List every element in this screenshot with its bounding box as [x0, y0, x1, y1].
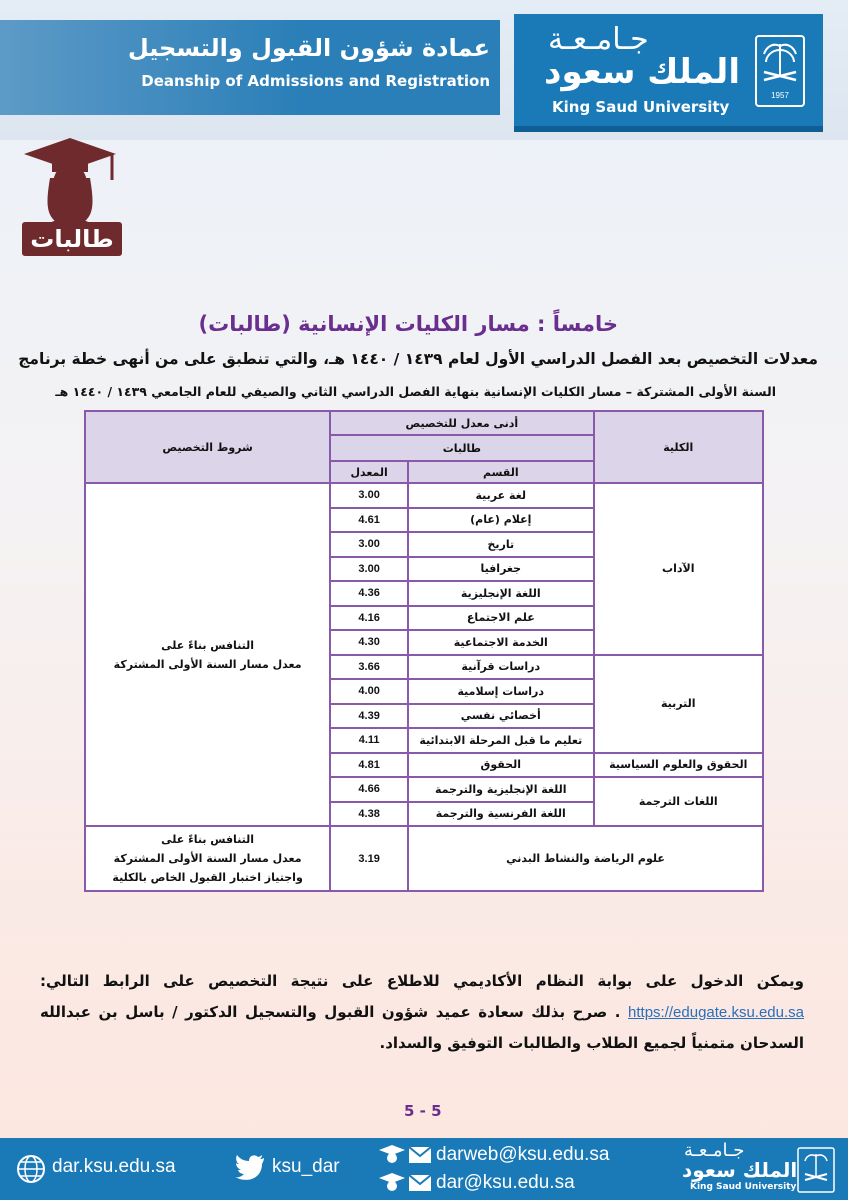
condition-cell — [85, 483, 330, 826]
note-text-after: . صرح بذلك سعادة عميد شؤون القبول والتسجيل الدكتور / باسل بن عبدالله السدحان متمنياً لجميع الطلاب والطالبات التوفيق والسداد. — [40, 1003, 804, 1052]
university-name-ar-line2: الملك سعود — [544, 52, 740, 92]
email-link-1[interactable]: darweb@ksu.edu.sa — [436, 1144, 610, 1165]
dept-cell: اللغة الإنجليزية والترجمة — [408, 777, 593, 802]
college-law: الحقوق والعلوم السياسية — [594, 753, 764, 778]
dept-cell: جغرافيا — [408, 557, 593, 582]
college-education: التربية — [594, 655, 764, 753]
university-name-en: King Saud University — [552, 98, 730, 116]
page-footer — [0, 1138, 848, 1200]
condition-2-line-3: واجتياز اختبار القبول الخاص بالكلية — [112, 871, 303, 884]
page-number: 5 - 5 — [404, 1102, 442, 1120]
dept-cell: تعليم ما قبل المرحلة الابتدائية — [408, 728, 593, 753]
rate-cell: 4.30 — [330, 630, 408, 655]
condition-2-line-1: التنافس بناءً على — [161, 833, 255, 846]
dept-cell: لغة عربية — [408, 483, 593, 508]
dept-cell: دراسات قرآنية — [408, 655, 593, 680]
svg-text:1957: 1957 — [771, 91, 789, 100]
deanship-banner — [0, 20, 500, 115]
condition-1-line-2: معدل مسار السنة الأولى المشتركة — [113, 657, 302, 671]
dept-cell: الخدمة الاجتماعية — [408, 630, 593, 655]
rate-cell: 4.16 — [330, 606, 408, 631]
college-arts: الآداب — [594, 483, 764, 655]
university-logo — [514, 14, 823, 132]
graduate-icon — [378, 1144, 406, 1166]
footer-logo-en: King Saud University — [690, 1182, 797, 1192]
deanship-name-ar: عمادة شؤون القبول والتسجيل — [127, 34, 490, 62]
dept-cell: دراسات إسلامية — [408, 679, 593, 704]
rate-cell: 3.00 — [330, 557, 408, 582]
dept-cell: الحقوق — [408, 753, 593, 778]
condition-2-line-2: معدل مسار السنة الأولى المشتركة — [113, 852, 302, 865]
rate-cell: 3.00 — [330, 532, 408, 557]
condition-1-line-1: التنافس بناءً على — [161, 638, 255, 652]
dept-cell: تاريخ — [408, 532, 593, 557]
rate-cell: 4.66 — [330, 777, 408, 802]
header-department: القسم — [408, 461, 593, 483]
note-text-before: ويمكن الدخول على بوابة النظام الأكاديمي للاطلاع على نتيجة التخصيص على الرابط التالي: — [40, 972, 804, 990]
table-row — [85, 483, 763, 508]
dept-cell: علم الاجتماع — [408, 606, 593, 631]
dept-cell: أخصائي نفسي — [408, 704, 593, 729]
rate-cell: 4.00 — [330, 679, 408, 704]
header-conditions: شروط التخصيص — [85, 411, 330, 483]
email-icon — [408, 1174, 432, 1192]
rate-cell: 4.81 — [330, 753, 408, 778]
palm-swords-emblem-icon — [750, 32, 810, 112]
dept-cell: اللغة الفرنسية والترجمة — [408, 802, 593, 827]
subtitle-line-1: معدلات التخصيص بعد الفصل الدراسي الأول لعام ١٤٣٩ / ١٤٤٠ هـ، والتي تنطبق على من أنهى خطة برنامج — [18, 350, 818, 368]
email-link-2[interactable]: dar@ksu.edu.sa — [436, 1172, 575, 1193]
palm-swords-emblem-icon — [796, 1146, 836, 1194]
deanship-name-en: Deanship of Admissions and Registration — [141, 72, 490, 90]
college-sports: علوم الرياضة والنشاط البدني — [408, 826, 763, 891]
section-title: خامساً : مسار الكليات الإنسانية (طالبات) — [198, 312, 618, 336]
header-college: الكلية — [594, 411, 764, 483]
rate-cell: 4.11 — [330, 728, 408, 753]
rate-cell: 3.00 — [330, 483, 408, 508]
rate-cell: 3.19 — [330, 826, 408, 891]
header-rate: المعدل — [330, 461, 408, 483]
announcement-text — [40, 966, 804, 1059]
header-min-rate: أدنى معدل للتخصيص — [330, 411, 593, 435]
allocation-rates-table — [84, 410, 764, 892]
dept-cell: اللغة الإنجليزية — [408, 581, 593, 606]
student-category-badge: طالبات — [22, 222, 122, 256]
twitter-icon — [234, 1154, 266, 1182]
edugate-link[interactable]: https://edugate.ksu.edu.sa — [628, 1004, 804, 1021]
footer-logo-ar-line2: الملك سعود — [682, 1158, 798, 1182]
rate-cell: 4.39 — [330, 704, 408, 729]
website-link[interactable]: dar.ksu.edu.sa — [52, 1156, 176, 1177]
page-header — [0, 0, 848, 140]
subtitle-line-2: السنة الأولى المشتركة – مسار الكليات الإنسانية بنهاية الفصل الدراسي الثاني والصيفي للعام الجامعي ١٤٣٩ / ١٤٤٠ هـ — [55, 384, 776, 399]
header-students: طالبات — [330, 435, 593, 461]
rate-cell: 4.36 — [330, 581, 408, 606]
rate-cell: 3.66 — [330, 655, 408, 680]
email-icon — [408, 1146, 432, 1164]
graduate-icon — [378, 1172, 406, 1194]
table-row — [85, 826, 763, 891]
footer-logo-ar-line1: جـامـعـة — [684, 1140, 745, 1161]
twitter-handle[interactable]: ksu_dar — [272, 1156, 340, 1177]
rate-cell: 4.38 — [330, 802, 408, 827]
rate-cell: 4.61 — [330, 508, 408, 533]
globe-icon — [16, 1154, 46, 1184]
college-languages: اللغات الترجمة — [594, 777, 764, 826]
university-name-ar-line1: جـامـعـة — [548, 22, 649, 57]
dept-cell: إعلام (عام) — [408, 508, 593, 533]
condition-cell — [85, 826, 330, 891]
